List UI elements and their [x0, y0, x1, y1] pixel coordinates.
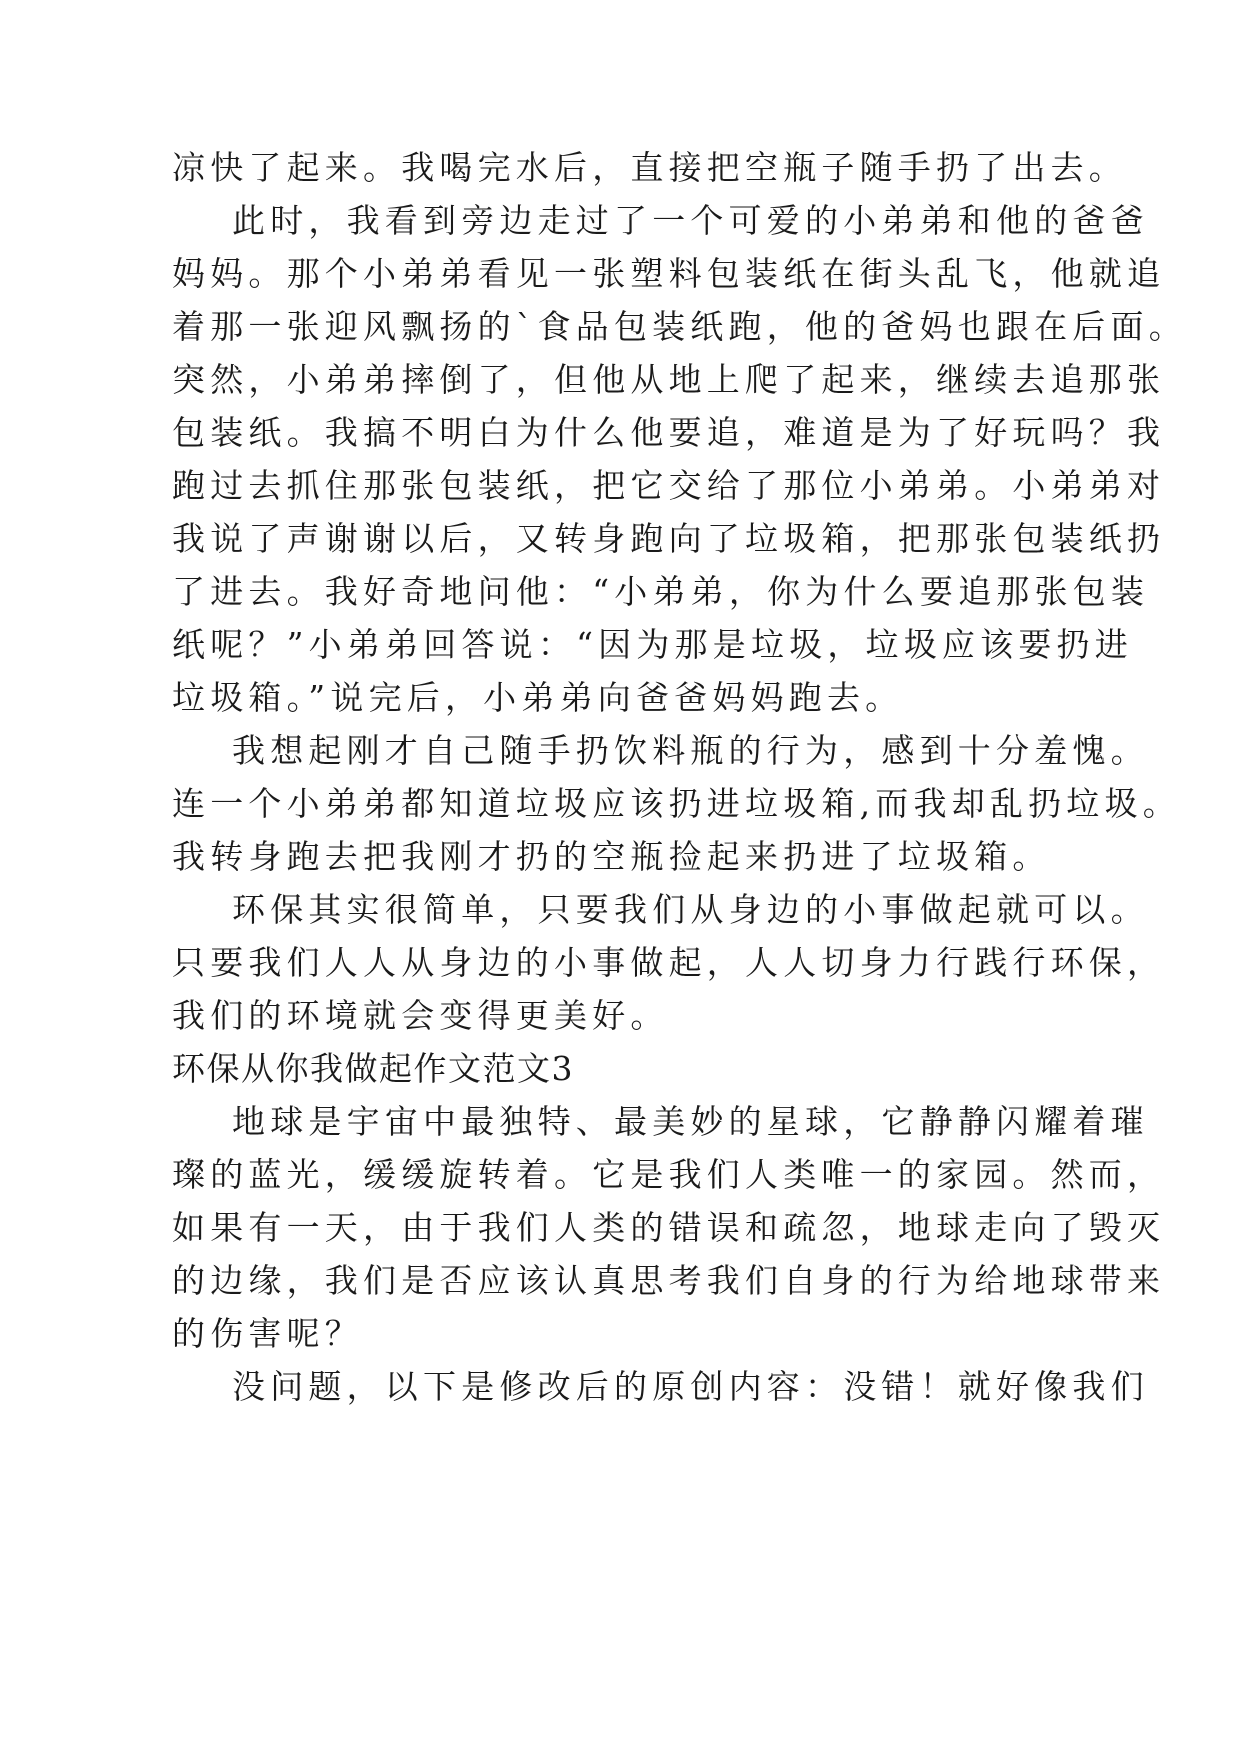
- paragraph-first-line: 地球是宇宙中最独特、最美妙的星球，它静静闪耀着璀: [232, 1102, 1149, 1141]
- body-text-line: 的边缘，我们是否应该认真思考我们自身的行为给地球带来: [172, 1261, 1166, 1300]
- body-text-line: 的伤害呢？: [172, 1314, 363, 1353]
- paragraph-first-line: 环保其实很简单，只要我们从身边的小事做起就可以。: [232, 890, 1149, 929]
- body-text-line: 璨的蓝光，缓缓旋转着。它是我们人类唯一的家园。然而，: [172, 1155, 1166, 1194]
- body-text-line: 只要我们人人从身边的小事做起，人人切身力行践行环保，: [172, 943, 1166, 982]
- section-heading: 环保从你我做起作文范文3: [172, 1049, 574, 1088]
- body-text-line: 连一个小弟弟都知道垃圾应该扔进垃圾箱,而我却乱扔垃圾。: [172, 784, 1181, 823]
- body-text-line: 垃圾箱。”说完后，小弟弟向爸爸妈妈跑去。: [172, 678, 904, 717]
- body-text-line: 着那一张迎风飘扬的`食品包装纸跑，他的爸妈也跟在后面。: [172, 307, 1187, 346]
- body-text-line: 跑过去抓住那张包装纸，把它交给了那位小弟弟。小弟弟对: [172, 466, 1166, 505]
- paragraph-first-line: 此时，我看到旁边走过了一个可爱的小弟弟和他的爸爸: [232, 201, 1149, 240]
- body-text-line: 如果有一天，由于我们人类的错误和疏忽，地球走向了毁灭: [172, 1208, 1166, 1247]
- body-text-line: 包装纸。我搞不明白为什么他要追，难道是为了好玩吗？我: [172, 413, 1166, 452]
- body-text-line: 纸呢？”小弟弟回答说：“因为那是垃圾，垃圾应该要扔进: [172, 625, 1133, 664]
- body-text-line: 凉快了起来。我喝完水后，直接把空瓶子随手扔了出去。: [172, 148, 1127, 187]
- body-text-line: 了进去。我好奇地问他：“小弟弟，你为什么要追那张包装: [172, 572, 1150, 611]
- body-text-line: 妈妈。那个小弟弟看见一张塑料包装纸在街头乱飞，他就追: [172, 254, 1166, 293]
- body-text-line: 我转身跑去把我刚才扔的空瓶捡起来扔进了垃圾箱。: [172, 837, 1051, 876]
- body-text-line: 我们的环境就会变得更美好。: [172, 996, 669, 1035]
- paragraph-first-line: 我想起刚才自己随手扔饮料瓶的行为，感到十分羞愧。: [232, 731, 1149, 770]
- body-text-line: 我说了声谢谢以后，又转身跑向了垃圾箱，把那张包装纸扔: [172, 519, 1166, 558]
- paragraph-first-line: 没问题，以下是修改后的原创内容：没错！就好像我们: [232, 1367, 1149, 1406]
- body-text-line: 突然，小弟弟摔倒了，但他从地上爬了起来，继续去追那张: [172, 360, 1166, 399]
